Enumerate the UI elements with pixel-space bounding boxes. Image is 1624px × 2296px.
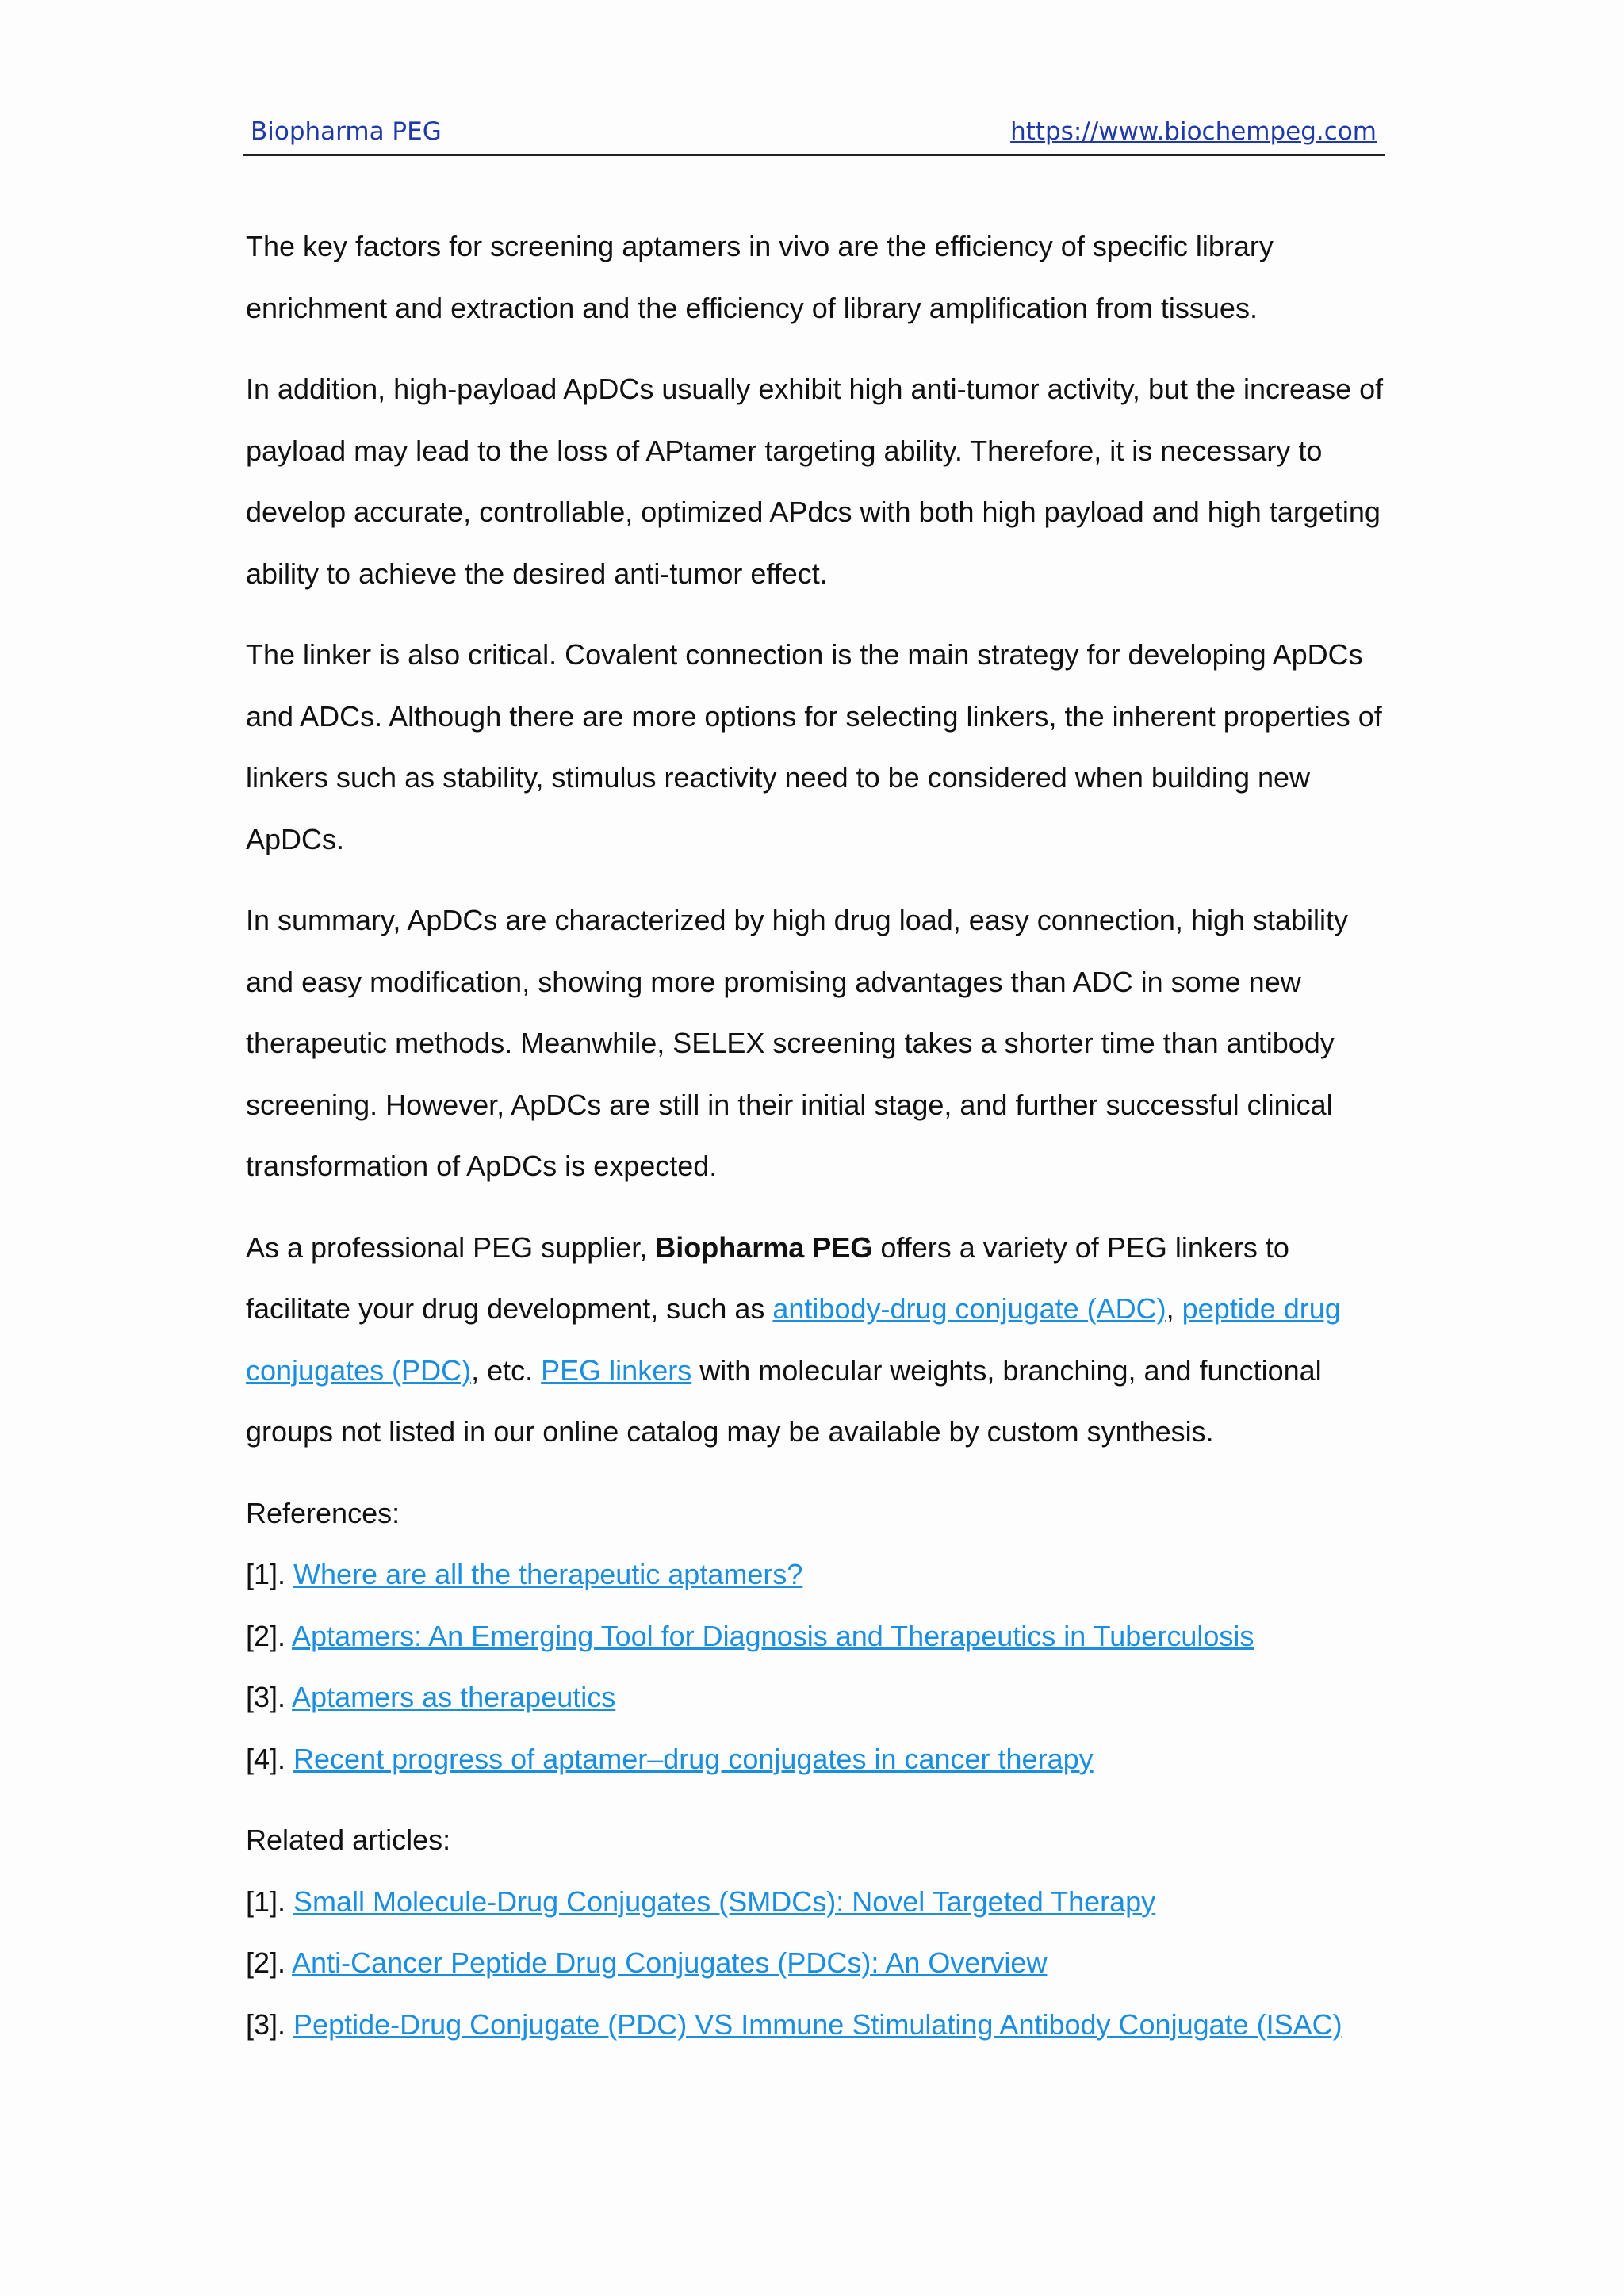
supplier-text-a: offers a variety of PEG linkers to facilitate your drug development, such as bbox=[246, 1230, 1289, 1325]
supplier-text-c: with molecular weights, branching, and functional groups not listed in our online catalog may be available by custom synthesis. bbox=[246, 1353, 1322, 1448]
reference-item bbox=[246, 1544, 1388, 1605]
paragraph-screening: The key factors for screening aptamers in vivo are the efficiency of specific library enrichment and extraction and the efficiency of library amplification from tissues. bbox=[246, 230, 1274, 324]
page-header bbox=[243, 116, 1385, 156]
pdc-link[interactable]: peptide drug conjugates (PDC) bbox=[246, 1292, 1341, 1387]
header-brand: Biopharma PEG bbox=[251, 117, 442, 146]
supplier-intro: As a professional PEG supplier, bbox=[246, 1230, 656, 1264]
related-articles-heading: Related articles: bbox=[246, 1823, 451, 1856]
reference-number: [4]. bbox=[246, 1742, 294, 1775]
paragraph-supplier bbox=[246, 1217, 1388, 1463]
reference-number: [3]. bbox=[246, 1681, 293, 1713]
related-article-number: [1]. bbox=[246, 1885, 294, 1918]
reference-item bbox=[246, 1728, 1388, 1790]
related-article-item bbox=[246, 1994, 1388, 2056]
related-article-number: [3]. bbox=[246, 2007, 294, 2041]
paragraph-linker: The linker is also critical. Covalent connection is the main strategy for developing ApDCs and ADCs. Although there are more options for selecting linkers, the inherent properties of linkers such as stability, stimulus reactivity need to be considered when building new ApDCs. bbox=[246, 638, 1382, 855]
related-article-item bbox=[246, 1871, 1388, 1933]
paragraph-payload: In addition, high-payload ApDCs usually exhibit high anti-tumor activity, but the increase of payload may lead to the loss of APtamer targeting ability. Therefore, it is necessary to develop accurate, controllable, optimized APdcs with both high payload and high targeting ability to achieve the desired anti-tumor effect. bbox=[246, 373, 1384, 590]
related-article-link[interactable]: Small Molecule-Drug Conjugates (SMDCs): Novel Targeted Therapy bbox=[293, 1885, 1156, 1918]
paragraph-summary: In summary, ApDCs are characterized by high drug load, easy connection, high stability and easy modification, showing more promising advantages than ADC in some new therapeutic methods. Meanwhile, SELEX screening takes a shorter time than antibody screening. However, ApDCs are still in their initial stage, and further successful clinical transformation of ApDCs is expected. bbox=[246, 904, 1349, 1182]
related-article-item bbox=[246, 1932, 1388, 1994]
references-heading: References: bbox=[246, 1496, 400, 1529]
peg-linkers-link[interactable]: PEG linkers bbox=[541, 1353, 692, 1387]
header-site-link[interactable]: https://www.biochempeg.com bbox=[1010, 117, 1377, 146]
adc-link[interactable]: antibody-drug conjugate (ADC) bbox=[772, 1292, 1166, 1325]
references-list bbox=[246, 1544, 1388, 1789]
related-article-link[interactable]: Peptide-Drug Conjugate (PDC) VS Immune Stimulating Antibody Conjugate (ISAC) bbox=[293, 2007, 1342, 2041]
reference-link[interactable]: Recent progress of aptamer–drug conjugates in cancer therapy bbox=[293, 1742, 1094, 1775]
reference-number: [2]. bbox=[246, 1619, 293, 1652]
reference-item bbox=[246, 1605, 1388, 1667]
related-article-link[interactable]: Anti-Cancer Peptide Drug Conjugates (PDCs): An Overview bbox=[292, 1946, 1048, 1979]
document-body bbox=[246, 216, 1388, 2075]
related-article-number: [2]. bbox=[246, 1946, 293, 1979]
supplier-sep: , bbox=[1166, 1292, 1182, 1325]
reference-link[interactable]: Aptamers: An Emerging Tool for Diagnosis and Therapeutics in Tuberculosis bbox=[292, 1619, 1254, 1652]
supplier-text-b: , etc. bbox=[471, 1353, 542, 1387]
reference-link[interactable]: Where are all the therapeutic aptamers? bbox=[293, 1558, 803, 1590]
related-articles-list bbox=[246, 1871, 1388, 2056]
reference-item bbox=[246, 1667, 1388, 1728]
reference-number: [1]. bbox=[246, 1558, 294, 1590]
reference-link[interactable]: Aptamers as therapeutics bbox=[292, 1681, 616, 1713]
supplier-brand: Biopharma PEG bbox=[655, 1230, 873, 1264]
